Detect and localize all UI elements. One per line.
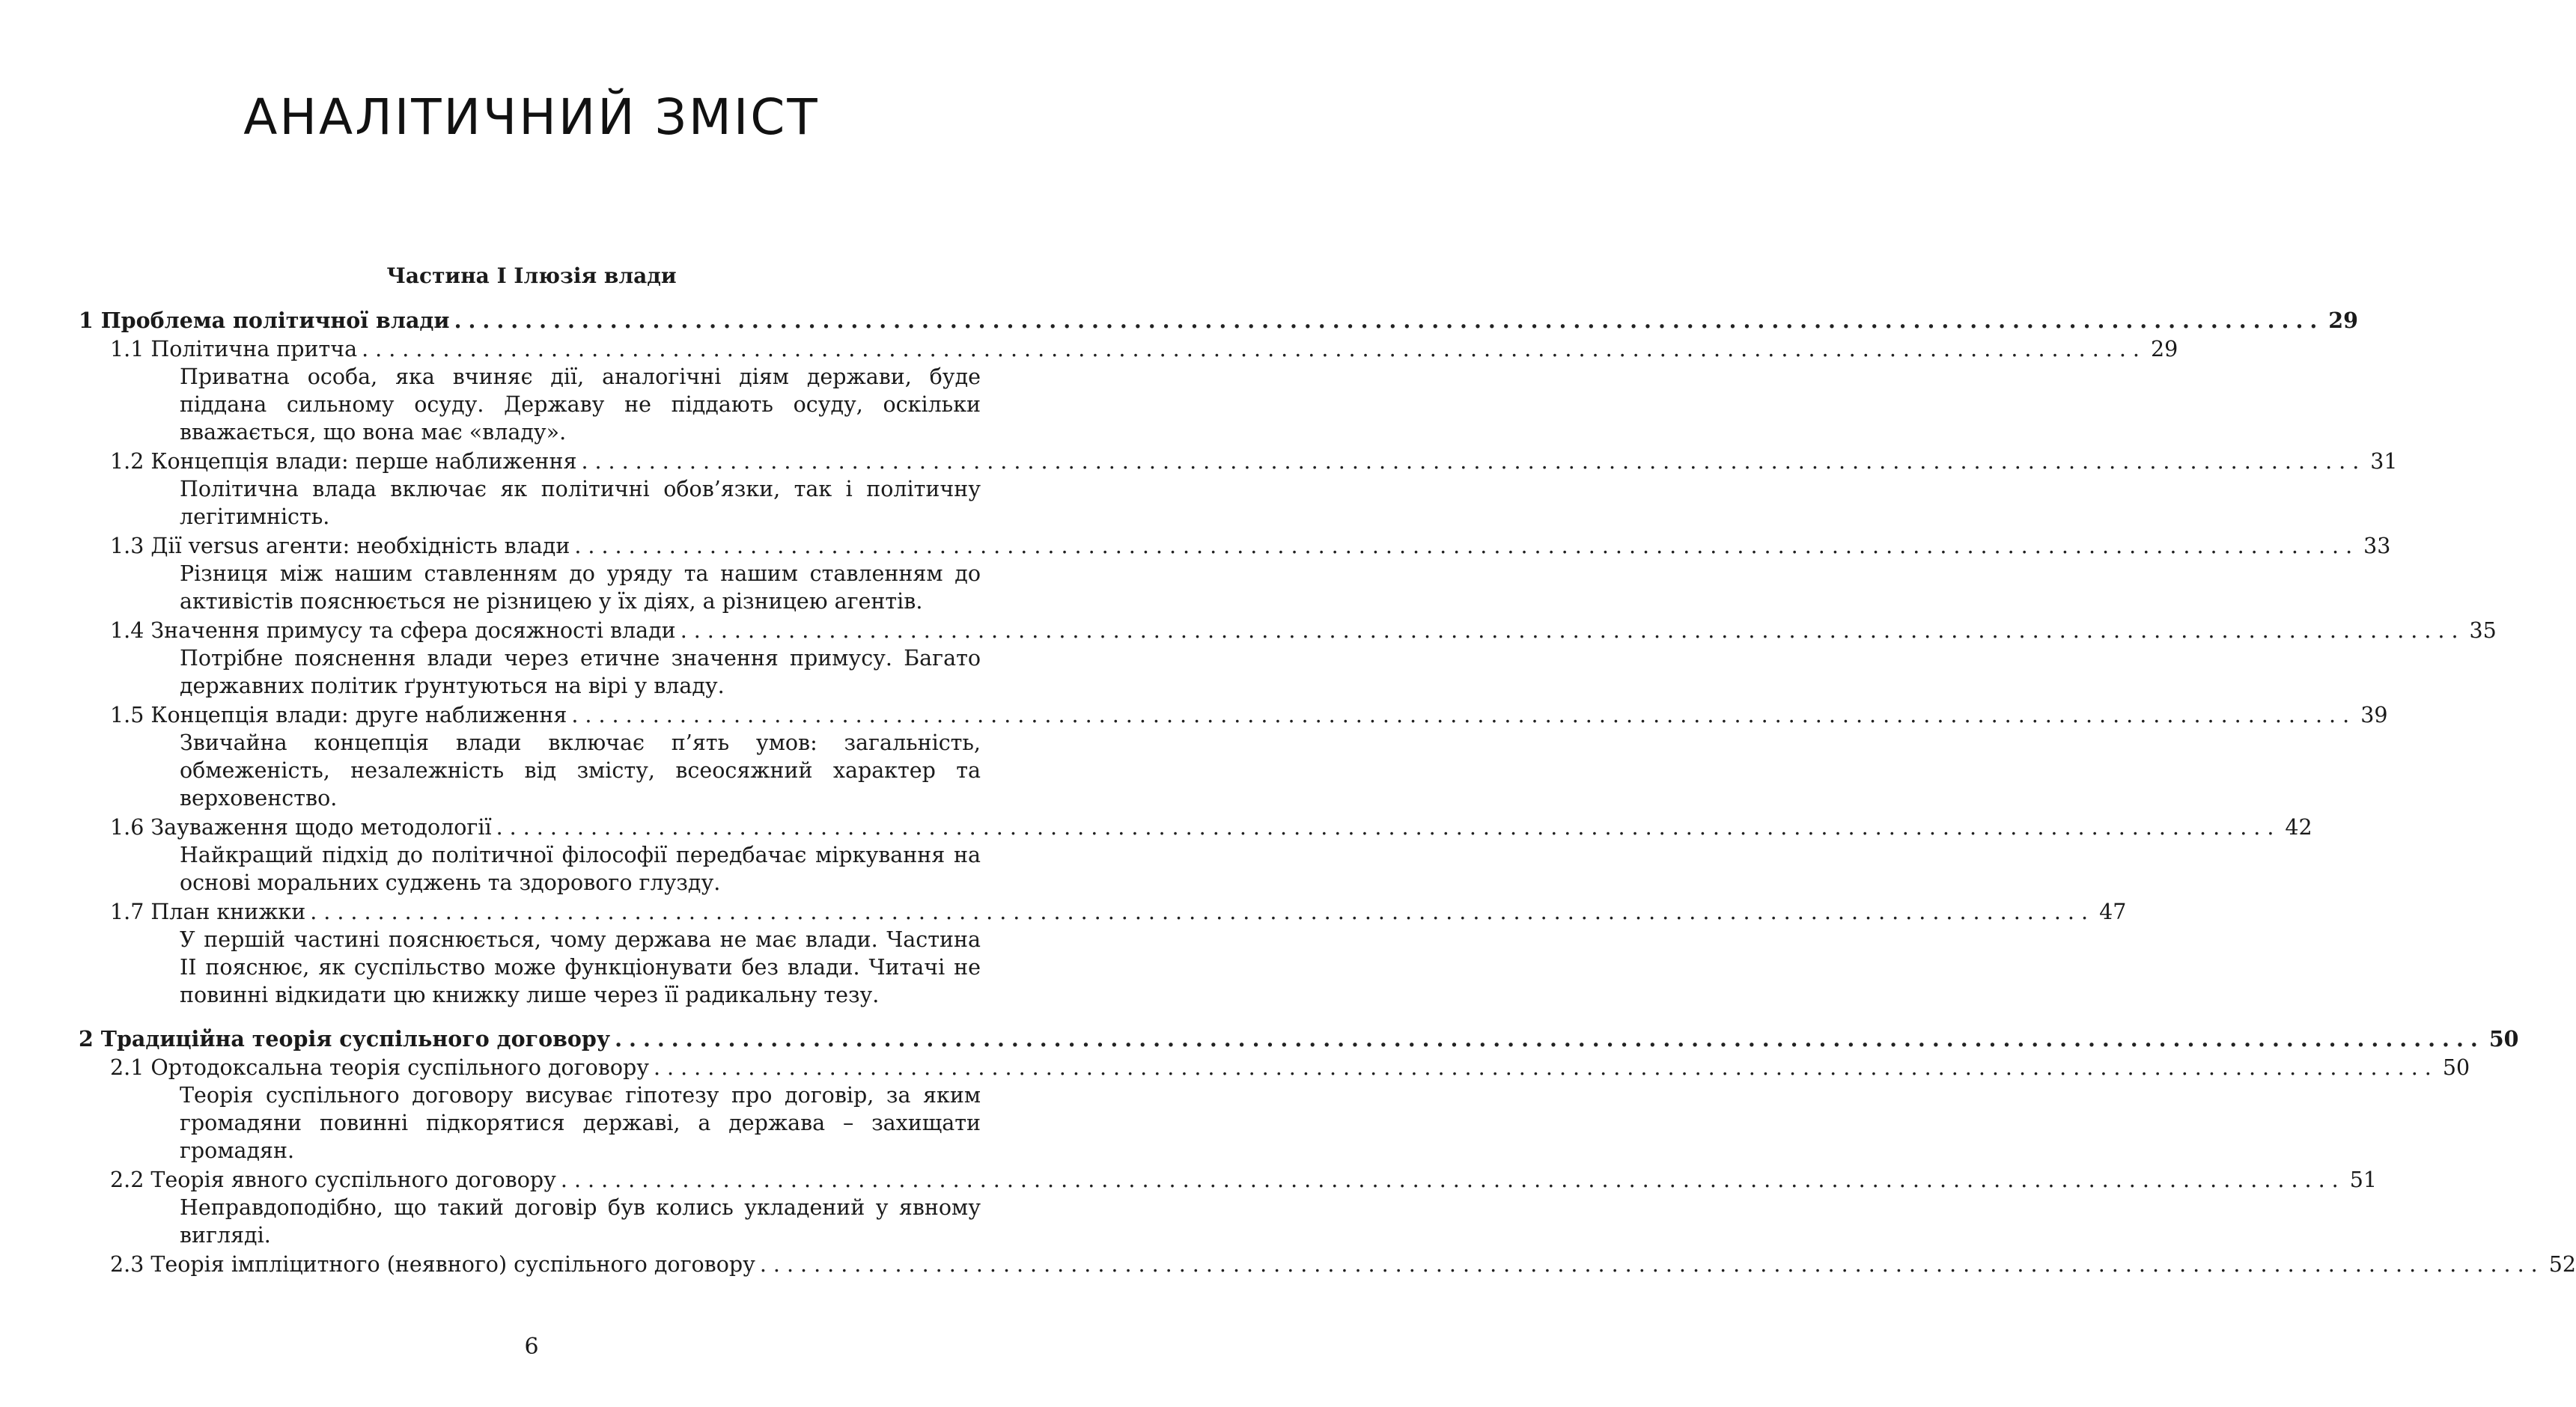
section-page: 31 xyxy=(2370,449,2398,474)
dot-leader: .................................................................................................................................... xyxy=(496,815,2281,840)
dot-leader: .................................................................................................................................... xyxy=(615,1026,2485,1052)
section-page: 47 xyxy=(2099,900,2127,924)
chapter-entry[interactable] xyxy=(79,307,2358,335)
section-title: 1.5 Концепція влади: друге наближення xyxy=(110,703,567,727)
chapter-title: 2 Традиційна теорія суспільного договору xyxy=(79,1026,611,1052)
section-entry[interactable] xyxy=(79,448,2398,475)
chapter-page: 50 xyxy=(2488,1026,2519,1052)
section-summary: Потрібне пояснення влади через етичне значення примусу. Багато державних політик ґрунтуються на вірі у владу. xyxy=(180,646,981,698)
section-page: 51 xyxy=(2349,1168,2377,1192)
section-entry[interactable] xyxy=(79,701,2388,729)
section-entry[interactable] xyxy=(79,1251,2576,1278)
dot-leader: .................................................................................................................................... xyxy=(654,1055,2438,1080)
section-page: 35 xyxy=(2469,618,2497,643)
section-summary: Теорія суспільного договору висуває гіпотезу про договір, за яким громадяни повинні підкорятися державі, а держава – захищати громадян. xyxy=(180,1083,981,1163)
section-summary: У першій частині пояснюється, чому держава не має влади. Частина II пояснює, як суспільство може функціонувати без влади. Читачі не повинні відкидати цю книжку лише через її радикальну тезу. xyxy=(180,927,981,1007)
dot-leader: .................................................................................................................................... xyxy=(759,1252,2545,1277)
section-entry[interactable] xyxy=(79,898,2127,926)
section-title: 2.1 Ортодоксальна теорія суспільного договору xyxy=(110,1055,649,1080)
section-page: 52 xyxy=(2548,1252,2576,1277)
section-summary: Приватна особа, яка вчиняє дії, аналогічні діям держави, буде піддана сильному осуду. Державу не піддають осуду, оскільки вважається, що вона має «владу». xyxy=(180,364,981,445)
dot-leader: .................................................................................................................................... xyxy=(362,337,2146,361)
chapter-1 xyxy=(79,307,2497,1009)
section-entry[interactable] xyxy=(79,335,2178,363)
section-title: 1.4 Значення примусу та сфера досяжності влади xyxy=(110,618,676,643)
section-page: 42 xyxy=(2285,815,2312,840)
table-of-contents xyxy=(79,307,2576,1295)
section-page: 29 xyxy=(2150,337,2178,361)
dot-leader: .................................................................................................................................... xyxy=(310,900,2095,924)
section-entry[interactable] xyxy=(79,1054,2470,1081)
part-heading: Частина I Ілюзія влади xyxy=(386,263,677,288)
section-page: 39 xyxy=(2360,703,2388,727)
dot-leader: .................................................................................................................................... xyxy=(571,703,2357,727)
section-entry[interactable] xyxy=(79,1166,2377,1194)
section-summary: Політична влада включає як політичні обов’язки, так і політичну легітимність. xyxy=(180,477,981,529)
section-summary: Найкращий підхід до політичної філософії передбачає міркування на основі моральних суджень та здорового глузду. xyxy=(180,843,981,895)
chapter-title: 1 Проблема політичної влади xyxy=(79,308,450,333)
page-title: АНАЛІТИЧНИЙ ЗМІСТ xyxy=(243,88,820,146)
section-page: 50 xyxy=(2442,1055,2470,1080)
section-summary: Неправдоподібно, що такий договір був колись укладений у явному вигляді. xyxy=(180,1195,981,1248)
section-title: 1.7 План книжки xyxy=(110,900,306,924)
section-title: 2.2 Теорія явного суспільного договору xyxy=(110,1168,556,1192)
dot-leader: .................................................................................................................................... xyxy=(560,1168,2345,1192)
section-entry[interactable] xyxy=(79,617,2497,644)
section-summary: Різниця між нашим ставленням до уряду та нашим ставленням до активістів пояснюється не різницею у їх діях, а різницею агентів. xyxy=(180,561,981,614)
section-title: 1.2 Концепція влади: перше наближення xyxy=(110,449,577,474)
section-title: 1.1 Політична притча xyxy=(110,337,358,361)
chapter-entry[interactable] xyxy=(79,1025,2519,1053)
section-title: 1.3 Дії versus агенти: необхідність влади xyxy=(110,534,570,558)
section-summary: Звичайна концепція влади включає п’ять умов: загальність, обмеженість, незалежність від змісту, всеосяжний характер та верховенство. xyxy=(180,730,981,811)
dot-leader: .................................................................................................................................... xyxy=(581,449,2366,474)
section-title: 2.3 Теорія імпліцитного (неявного) суспільного договору xyxy=(110,1252,755,1277)
dot-leader: .................................................................................................................................... xyxy=(454,308,2324,333)
dot-leader: .................................................................................................................................... xyxy=(680,618,2465,643)
section-entry[interactable] xyxy=(79,814,2312,841)
chapter-page: 29 xyxy=(2328,308,2358,333)
chapter-2 xyxy=(79,1025,2576,1278)
section-entry[interactable] xyxy=(79,532,2391,560)
dot-leader: .................................................................................................................................... xyxy=(574,534,2360,558)
section-title: 1.6 Зауваження щодо методології xyxy=(110,815,492,840)
section-page: 33 xyxy=(2363,534,2391,558)
page-number: 6 xyxy=(524,1334,539,1360)
